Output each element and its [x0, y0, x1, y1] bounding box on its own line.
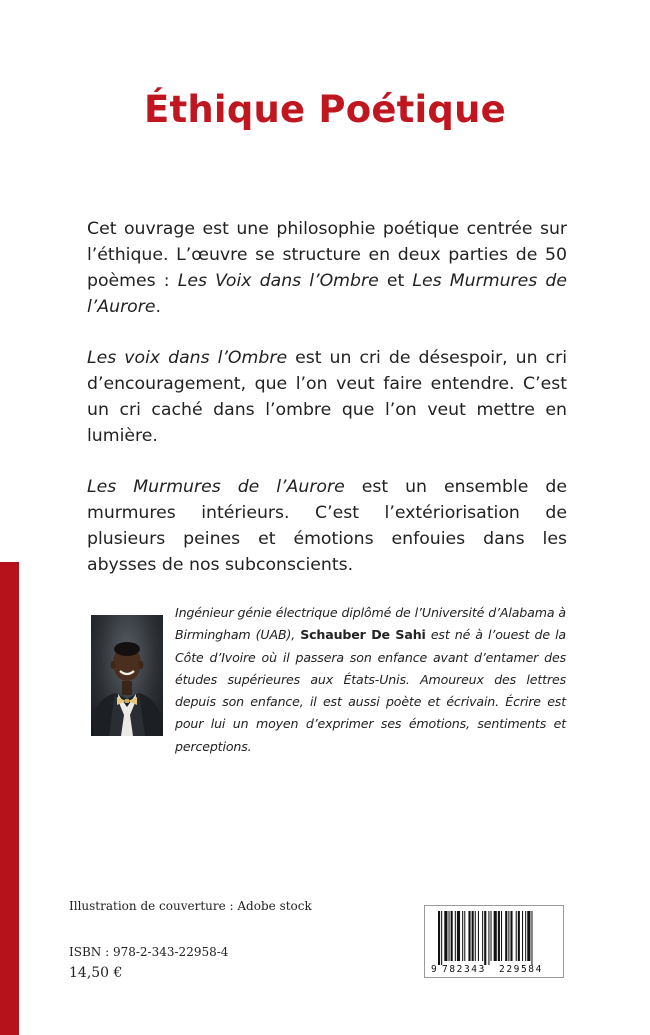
- barcode-bar: [482, 911, 483, 961]
- barcode-bar: [441, 911, 442, 965]
- barcode-bar: [491, 911, 492, 961]
- barcode-bar: [457, 911, 460, 961]
- summary-paragraph-2: [87, 345, 567, 449]
- book-title: Éthique Poétique: [144, 88, 506, 131]
- barcode-bar: [444, 911, 447, 961]
- barcode-bar: [498, 911, 500, 961]
- back-cover-summary: [87, 216, 567, 603]
- author-photo: [91, 615, 163, 736]
- summary-paragraph-3: [87, 474, 567, 578]
- barcode-bar: [488, 911, 489, 965]
- book-price: 14,50 €: [69, 965, 123, 981]
- barcode-bar: [518, 911, 520, 961]
- barcode-bar: [527, 911, 530, 961]
- summary-text: et: [378, 271, 413, 291]
- barcode-icon: [425, 906, 563, 977]
- barcode-bar: [468, 911, 470, 961]
- barcode-bar: [464, 911, 465, 961]
- barcode-bar: [449, 911, 450, 961]
- part-title-voix: Les voix dans l’Ombre: [87, 348, 288, 368]
- author-portrait-icon: [91, 615, 163, 736]
- summary-paragraph-1: [87, 216, 567, 320]
- barcode-bar: [531, 911, 532, 965]
- summary-text: Cet ouvrage est une philosophie poétique centrée sur l’éthique. L’œuvre se structure en deux parties de 50 poèmes :: [87, 219, 567, 291]
- barcode-bar: [472, 911, 474, 961]
- summary-text: .: [155, 297, 161, 317]
- author-biography: [175, 602, 566, 758]
- cover-credit: Illustration de couverture : Adobe stock: [69, 899, 312, 913]
- barcode-bar: [451, 911, 453, 961]
- summary-text: est un ensemble de murmures intérieurs. C’est l’extériorisation de plusieurs peines et émotions enfouies dans les abysses de nos subconscients.: [87, 477, 567, 575]
- barcode-bar: [475, 911, 476, 961]
- barcode-bar: [484, 911, 486, 965]
- bio-text: est né à l’ouest de la Côte d’Ivoire où il passera son enfance avant d’entamer des études supérieures aux États-Unis. Amoureux des lettres depuis son enfance, il est aussi poète et écrivain. Écrire est pour lui un moyen d’exprimer ses émotions, sentiments et perceptions.: [175, 627, 566, 754]
- summary-text: est un cri de désespoir, un cri d’encouragement, que l’on veut faire entendre. C’est un cri caché dans l’ombre que l’on veut mettre en lumière.: [87, 348, 567, 446]
- barcode-bar: [455, 911, 456, 961]
- part-title-voix: Les Voix dans l’Ombre: [177, 271, 379, 291]
- barcode-bar: [516, 911, 517, 961]
- barcode-bar: [510, 911, 512, 961]
- barcode-bar: [505, 911, 507, 961]
- part-title-murmures: Les Murmures de l’Aurore: [87, 477, 345, 497]
- barcode-bar: [438, 911, 440, 965]
- part-title-murmures: Les Murmures de l’Aurore: [87, 271, 567, 317]
- red-side-bar: [0, 562, 19, 1035]
- barcode-bar: [494, 911, 497, 961]
- barcode-first-digit: 9: [431, 964, 437, 975]
- bio-text: Ingénieur génie électrique diplômé de l’Université d’Alabama à Birmingham (UAB),: [175, 605, 566, 643]
- barcode-bar: [525, 911, 526, 961]
- isbn-number: ISBN : 978-2-343-22958-4: [69, 945, 229, 959]
- barcode-bar: [501, 911, 502, 961]
- barcode-bar: [462, 911, 463, 961]
- barcode-right-digits: 229584: [499, 964, 543, 975]
- barcode-left-digits: 782343: [442, 964, 486, 975]
- barcode-bar: [478, 911, 479, 961]
- barcode-bar: [508, 911, 509, 961]
- author-name: Schauber De Sahi: [300, 627, 426, 643]
- barcode-bar: [522, 911, 523, 961]
- barcode: [424, 905, 564, 978]
